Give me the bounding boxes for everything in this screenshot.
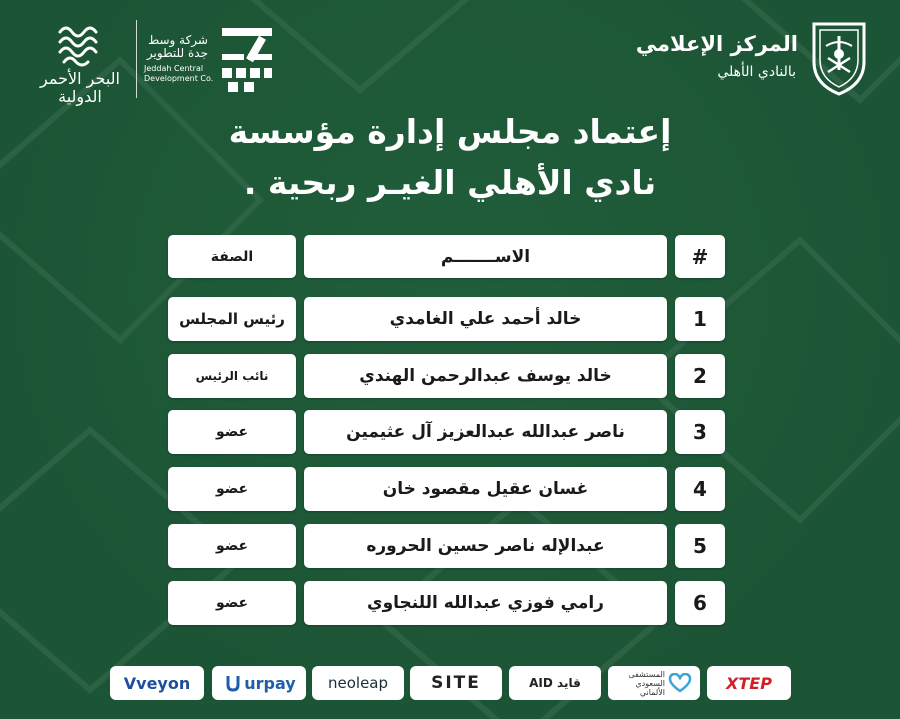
sponsor-saudi-german-hospital	[608, 666, 700, 700]
red-sea-name: البحر الأحمر الدولية	[40, 69, 120, 106]
sponsor-header-logos	[24, 14, 264, 104]
sponsor-hospital-label: المستشفى السعودي الألماني	[628, 669, 665, 697]
row-4-num: 4	[675, 467, 725, 511]
media-center-title: المركز الإعلامي	[635, 32, 798, 56]
row-1-num: 1	[675, 297, 725, 341]
sponsor-xtep	[707, 666, 791, 700]
sponsor-neoleap-label: neoleap	[327, 674, 389, 692]
sponsor-veyon-label: Vveyon	[123, 673, 191, 693]
row-3-name: ناصر عبدالله عبدالعزيز آل عثيمين	[304, 410, 667, 454]
urpay-icon	[225, 674, 241, 692]
sponsor-urpay	[212, 666, 306, 700]
header-num: #	[675, 235, 725, 278]
row-3-role: عضو	[168, 410, 296, 454]
row-3-num: 3	[675, 410, 725, 454]
heart-icon	[668, 673, 692, 693]
row-6-name: رامي فوزي عبدالله اللنجاوي	[304, 581, 667, 625]
row-5-num: 5	[675, 524, 725, 568]
row-1-role: رئيس المجلس	[168, 297, 296, 341]
jcd-english-name: Jeddah Central Development Co.	[144, 64, 214, 83]
sponsor-site	[410, 666, 502, 700]
row-5-name: عبدالإله ناصر حسين الحروره	[304, 524, 667, 568]
sponsor-veyon	[110, 666, 204, 700]
sponsor-neoleap	[312, 666, 404, 700]
announcement-title-line1: إعتماد مجلس إدارة مؤسسة	[228, 112, 672, 151]
row-4-role: عضو	[168, 467, 296, 511]
sponsor-xtep-label: XTEP	[726, 673, 772, 693]
row-6-num: 6	[675, 581, 725, 625]
ahli-crest-icon	[808, 18, 870, 98]
row-2-name: خالد يوسف عبدالرحمن الهندي	[304, 354, 667, 398]
row-2-num: 2	[675, 354, 725, 398]
announcement-title-line2: نادي الأهلي الغيـر ربحية .	[243, 163, 657, 202]
row-5-role: عضو	[168, 524, 296, 568]
red-sea-wave-icon	[54, 18, 104, 68]
sponsor-aid	[509, 666, 601, 700]
ahli-media-center-logo	[630, 18, 870, 98]
sponsor-aid-label: AID قايد	[529, 676, 581, 690]
jcd-arabic-name: شركة وسط جدة للتطوير	[146, 33, 208, 60]
jcd-logo-icon	[218, 24, 276, 96]
row-6-role: عضو	[168, 581, 296, 625]
sponsor-site-label: SITE	[431, 673, 481, 693]
logo-divider	[136, 20, 137, 98]
sponsor-urpay-label: urpay	[244, 673, 296, 693]
row-4-name: غسان عقيل مقصود خان	[304, 467, 667, 511]
header-name: الاســـــــم	[304, 235, 667, 278]
row-1-name: خالد أحمد علي الغامدي	[304, 297, 667, 341]
row-2-role: نائب الرئيس	[168, 354, 296, 398]
header-role: الصفة	[168, 235, 296, 278]
media-center-subtitle: بالنادي الأهلي	[717, 64, 796, 80]
